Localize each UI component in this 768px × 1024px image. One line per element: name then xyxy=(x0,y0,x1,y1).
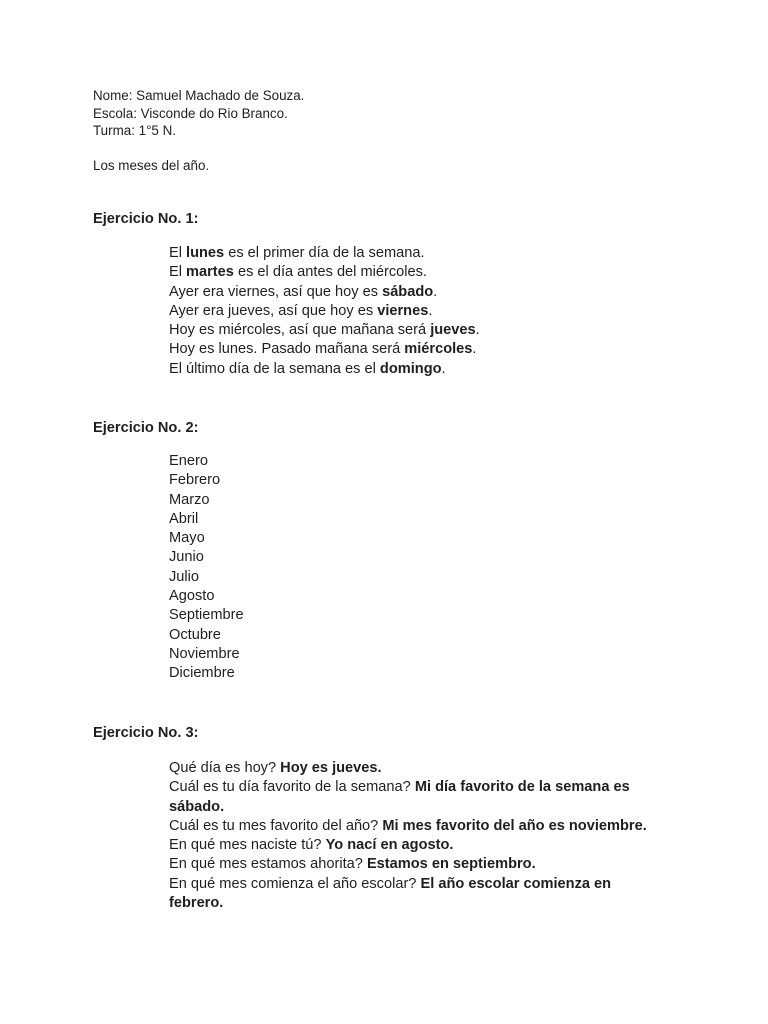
sentence-row xyxy=(169,321,480,340)
question-text: Cuál es tu día favorito de la semana? xyxy=(169,779,415,796)
month-item: Enero xyxy=(169,453,208,469)
exercise-2-title: Ejercicio No. 2: xyxy=(93,420,199,436)
sentence-text: . xyxy=(433,283,438,300)
sentence-answer: lunes xyxy=(186,245,225,261)
sentence-row xyxy=(169,302,480,321)
sentence-text: es el día antes del miércoles. xyxy=(233,264,427,281)
month-item: Febrero xyxy=(169,472,221,489)
sentence-text: . xyxy=(475,322,480,339)
question-text: En qué mes naciste tú? xyxy=(169,837,326,854)
class-name: Turma: 1°5 N. xyxy=(93,123,176,138)
answer-text: Estamos en septiembro. xyxy=(366,856,536,873)
sentence-text: Ayer era jueves, así que hoy es xyxy=(169,302,378,319)
sentence-text: es el primer día de la semana. xyxy=(224,245,425,261)
qa-row xyxy=(169,817,669,836)
exercise-1-sentences xyxy=(169,244,480,379)
month-item: Mayo xyxy=(169,530,205,547)
sentence-text: Hoy es lunes. Pasado mañana será xyxy=(169,341,405,358)
exercise-1-title: Ejercicio No. 1: xyxy=(93,211,199,227)
month-item: Septiembre xyxy=(169,607,244,624)
sentence-text: El último día de la semana es el xyxy=(169,360,380,377)
month-item: Noviembre xyxy=(169,645,240,662)
sentence-answer: domingo xyxy=(379,360,442,377)
sentence-answer: viernes xyxy=(377,302,429,319)
month-item: Marzo xyxy=(169,491,210,508)
student-header xyxy=(93,87,304,140)
sentence-row xyxy=(169,340,480,359)
sentence-row xyxy=(169,360,480,379)
month-item: Abril xyxy=(169,510,199,527)
month-item: Agosto xyxy=(169,588,215,605)
sentence-text: Hoy es miércoles, así que mañana será xyxy=(169,322,431,339)
qa-row xyxy=(169,778,669,817)
sentence-answer: jueves xyxy=(430,322,476,339)
answer-text: Mi día favorito de la semana es sábado. xyxy=(169,779,630,815)
student-name: Nome: Samuel Machado de Souza. xyxy=(93,88,305,103)
sentence-answer: martes xyxy=(186,264,234,281)
qa-row xyxy=(169,836,669,855)
sentence-row xyxy=(169,244,480,263)
question-text: En qué mes comienza el año escolar? xyxy=(169,875,421,892)
sentence-answer: miércoles xyxy=(404,341,473,358)
answer-text: El año escolar comienza en febrero. xyxy=(169,875,612,912)
sentence-text: El xyxy=(169,245,187,261)
qa-row xyxy=(169,855,669,874)
sentence-text: . xyxy=(472,341,477,358)
month-item: Junio xyxy=(169,549,204,566)
qa-row xyxy=(169,759,669,778)
question-text: Cuál es tu mes favorito del año? xyxy=(169,817,383,834)
sentence-text: . xyxy=(428,302,433,319)
answer-text: Yo nací en agosto. xyxy=(325,837,454,854)
qa-row xyxy=(169,875,669,914)
sentence-text: . xyxy=(441,360,446,377)
question-text: En qué mes estamos ahorita? xyxy=(169,856,367,873)
question-text: Qué día es hoy? xyxy=(169,760,281,776)
exercise-3-questions xyxy=(169,759,669,913)
answer-text: Mi mes favorito del año es noviembre. xyxy=(382,817,647,834)
answer-text: Hoy es jueves. xyxy=(280,760,382,776)
exercise-3-title: Ejercicio No. 3: xyxy=(93,725,199,741)
sentence-row xyxy=(169,283,480,302)
months-list xyxy=(169,452,244,684)
sentence-text: El xyxy=(169,264,187,281)
month-item: Julio xyxy=(169,568,200,585)
sentence-row xyxy=(169,263,480,282)
sentence-answer: sábado xyxy=(382,283,434,300)
school-name: Escola: Visconde do Rio Branco. xyxy=(93,105,288,121)
sentence-text: Ayer era viernes, así que hoy es xyxy=(169,283,383,300)
month-item: Octubre xyxy=(169,626,221,643)
document-subtitle: Los meses del año. xyxy=(93,158,210,173)
month-item: Diciembre xyxy=(169,665,235,682)
